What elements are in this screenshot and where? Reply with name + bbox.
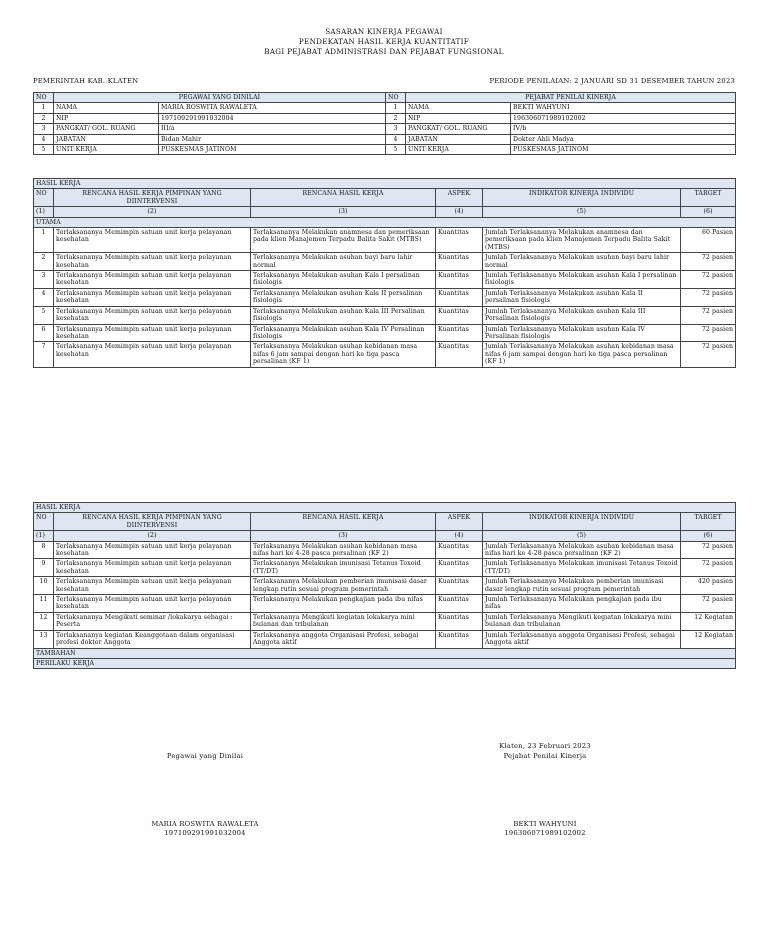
col-rhk-header: RENCANA HASIL KERJA xyxy=(251,513,436,531)
appraiser-field-label: PANGKAT/ GOL. RUANG xyxy=(406,124,511,134)
section-utama: UTAMA xyxy=(34,217,736,227)
rhk-pimpinan-cell: Terlaksananya Memimpin satuan unit kerja pelayanan kesehatan xyxy=(54,306,251,324)
appraiser-value: BEKTI WAHYUNI xyxy=(511,103,736,113)
column-header-row xyxy=(34,189,736,207)
table-row xyxy=(34,228,736,253)
identity-row-no: 2 xyxy=(34,113,54,123)
identity-row-no: 4 xyxy=(34,134,54,144)
table-row xyxy=(34,324,736,342)
evaluated-employee-nip: 197109291991032004 xyxy=(164,829,246,837)
col-target-header: TARGET xyxy=(681,189,736,207)
doc-title-1: SASARAN KINERJA PEGAWAI xyxy=(325,27,443,36)
identity-row-no-right: 3 xyxy=(386,124,406,134)
col-aspek-header: ASPEK xyxy=(436,513,483,531)
indikator-cell: Jumlah Terlaksananya anggota Organisasi Profesi, sebagai Anggota aktif xyxy=(483,630,681,648)
target-cell: 72 pasien xyxy=(681,324,736,342)
doc-title-3: BAGI PEJABAT ADMINISTRASI DAN PEJABAT FUNGSIONAL xyxy=(264,47,504,56)
rhk-cell: Terlaksananya Melakukan asuhan bayi baru lahir normal xyxy=(251,253,436,271)
identity-no-header-right: NO xyxy=(386,93,406,103)
evaluated-employee-name: MARIA ROSWITA RAWALETA xyxy=(151,820,259,828)
row-number: 13 xyxy=(34,630,54,648)
row-number: 12 xyxy=(34,612,54,630)
table-row xyxy=(34,612,736,630)
target-cell: 72 pasien xyxy=(681,288,736,306)
col-num: (1) xyxy=(34,531,54,541)
col-rhk-pimpinan-header: RENCANA HASIL KERJA PIMPINAN YANG DIINTERVENSI xyxy=(54,513,251,531)
evaluated-employee-value: MARIA ROSWITA RAWALETA xyxy=(159,103,386,113)
rhk-cell: Terlaksananya anggota Organisasi Profesi, sebagai Anggota aktif xyxy=(251,630,436,648)
identity-row xyxy=(34,134,736,144)
evaluated-employee-role: Pegawai yang Dinilai xyxy=(166,752,244,760)
table-row xyxy=(34,559,736,577)
rhk-pimpinan-cell: Terlaksananya Memimpin satuan unit kerja pelayanan kesehatan xyxy=(54,541,251,559)
aspek-cell: Kuantitas xyxy=(436,271,483,289)
indikator-cell: Jumlah Terlaksananya Melakukan imunisasi Tetanus Toxoid (TT/DT) xyxy=(483,559,681,577)
indikator-cell: Jumlah Terlaksananya Melakukan asuhan Kala I persalinan fisiologis xyxy=(483,271,681,289)
rhk-cell: Terlaksananya Melakukan asuhan kebidanan masa nifas 6 jam sampai dengan hari ke tiga pasca persalinan (KF 1) xyxy=(251,342,436,367)
rhk-pimpinan-cell: Terlaksananya Memimpin satuan unit kerja pelayanan kesehatan xyxy=(54,253,251,271)
column-number-row xyxy=(34,207,736,217)
rhk-cell: Terlaksananya Mengikuti kegiatan lokakarya mini bulanan dan tribulanan xyxy=(251,612,436,630)
col-num: (2) xyxy=(54,531,251,541)
identity-field-label: PANGKAT/ GOL. RUANG xyxy=(54,124,159,134)
rhk-pimpinan-cell: Terlaksananya Memimpin satuan unit kerja pelayanan kesehatan xyxy=(54,324,251,342)
work-results-table-1 xyxy=(33,178,736,368)
doc-title-2: PENDEKATAN HASIL KERJA KUANTITATIF xyxy=(298,37,470,46)
rhk-cell: Terlaksananya Melakukan asuhan kebidanan masa nifas hari ke 4-28 pasca persalinan (KF 2) xyxy=(251,541,436,559)
appraiser-field-label: UNIT KERJA xyxy=(406,145,511,155)
row-number: 4 xyxy=(34,288,54,306)
section-hasil-kerja-2: HASIL KERJA xyxy=(34,503,736,513)
target-cell: 72 pasien xyxy=(681,253,736,271)
table-row xyxy=(34,595,736,613)
target-cell: 72 pasien xyxy=(681,306,736,324)
aspek-cell: Kuantitas xyxy=(436,630,483,648)
identity-header-row xyxy=(34,93,736,103)
row-number: 2 xyxy=(34,253,54,271)
col-num: (6) xyxy=(681,531,736,541)
appraiser-value: Dokter Ahli Madya xyxy=(511,134,736,144)
identity-row-no: 5 xyxy=(34,145,54,155)
rhk-cell: Terlaksananya Melakukan asuhan Kala IV Persalinan fisiologis xyxy=(251,324,436,342)
rhk-pimpinan-cell: Terlaksananya Memimpin satuan unit kerja pelayanan kesehatan xyxy=(54,271,251,289)
target-cell: 60 Pasien xyxy=(681,228,736,253)
section-hasil-kerja: HASIL KERJA xyxy=(34,179,736,189)
rhk-cell: Terlaksananya Melakukan asuhan Kala I persalinan fisiologis xyxy=(251,271,436,289)
identity-field-label: NIP xyxy=(54,113,159,123)
row-number: 7 xyxy=(34,342,54,367)
indikator-cell: Jumlah Terlaksananya Mengikuti kegiatan lokakarya mini bulanan dan tribulanan xyxy=(483,612,681,630)
section-perilaku-kerja: PERILAKU KERJA xyxy=(34,658,736,668)
appraiser-role: Pejabat Penilai Kinerja xyxy=(503,752,587,760)
rhk-cell: Terlaksananya Melakukan asuhan Kala III Persalinan fisiologis xyxy=(251,306,436,324)
evaluated-employee-value: Bidan Mahir xyxy=(159,134,386,144)
identity-row-no-right: 4 xyxy=(386,134,406,144)
target-cell: 420 pasien xyxy=(681,577,736,595)
table-row xyxy=(34,577,736,595)
identity-no-header: NO xyxy=(34,93,54,103)
table-row xyxy=(34,253,736,271)
col-num: (2) xyxy=(54,207,251,217)
rhk-pimpinan-cell: Terlaksananya Memimpin satuan unit kerja pelayanan kesehatan xyxy=(54,228,251,253)
col-num: (6) xyxy=(681,207,736,217)
evaluated-employee-value: III/a xyxy=(159,124,386,134)
appraiser-field-label: NAMA xyxy=(406,103,511,113)
table-row xyxy=(34,271,736,289)
aspek-cell: Kuantitas xyxy=(436,577,483,595)
evaluated-employee-header: PEGAWAI YANG DINILAI xyxy=(54,93,386,103)
rhk-cell: Terlaksananya Melakukan imunisasi Tetanus Toxoid (TT/DT) xyxy=(251,559,436,577)
target-cell: 12 Kegiatan xyxy=(681,630,736,648)
aspek-cell: Kuantitas xyxy=(436,306,483,324)
row-number: 1 xyxy=(34,228,54,253)
appraiser-name: BEKTI WAHYUNI xyxy=(513,820,577,828)
indikator-cell: Jumlah Terlaksananya Melakukan asuhan kebidanan masa nifas 6 jam sampai dengan hari ke tiga pasca persalinan (KF 1) xyxy=(483,342,681,367)
rhk-pimpinan-cell: Terlaksananya Memimpin satuan unit kerja pelayanan kesehatan xyxy=(54,559,251,577)
aspek-cell: Kuantitas xyxy=(436,253,483,271)
evaluated-employee-value: PUSKESMAS JATINOM xyxy=(159,145,386,155)
rhk-pimpinan-cell: Terlaksananya Memimpin satuan unit kerja pelayanan kesehatan xyxy=(54,577,251,595)
row-number: 8 xyxy=(34,541,54,559)
identity-row xyxy=(34,103,736,113)
col-rhk-pimpinan-header: RENCANA HASIL KERJA PIMPINAN YANG DIINTERVENSI xyxy=(54,189,251,207)
target-cell: 12 Kegiatan xyxy=(681,612,736,630)
row-number: 10 xyxy=(34,577,54,595)
period-label: PERIODE PENILAIAN: 2 JANUARI SD 31 DESEMBER TAHUN 2023 xyxy=(489,77,735,85)
appraiser-nip: 196306071989102002 xyxy=(504,829,586,837)
indikator-cell: Jumlah Terlaksananya Melakukan pemberian imunisasi dasar lengkap rutin sesuai program pemerintah xyxy=(483,577,681,595)
col-aspek-header: ASPEK xyxy=(436,189,483,207)
identity-row-no-right: 5 xyxy=(386,145,406,155)
table-row xyxy=(34,541,736,559)
col-no-header: NO xyxy=(34,513,54,531)
work-results-table-2 xyxy=(33,502,736,669)
signing-place-date: Klaten, 23 Februari 2023 xyxy=(499,742,591,750)
row-number: 3 xyxy=(34,271,54,289)
rhk-cell: Terlaksananya Melakukan anamnesa dan pemeriksaan pada klien Manajemen Terpadu Balita Sakit (MTBS) xyxy=(251,228,436,253)
col-no-header: NO xyxy=(34,189,54,207)
col-target-header: TARGET xyxy=(681,513,736,531)
identity-row xyxy=(34,145,736,155)
identity-table xyxy=(33,92,736,155)
row-number: 11 xyxy=(34,595,54,613)
rhk-pimpinan-cell: Terlaksananya Memimpin satuan unit kerja pelayanan kesehatan xyxy=(54,288,251,306)
col-rhk-header: RENCANA HASIL KERJA xyxy=(251,189,436,207)
aspek-cell: Kuantitas xyxy=(436,559,483,577)
identity-row-no-right: 1 xyxy=(386,103,406,113)
indikator-cell: Jumlah Terlaksananya Melakukan asuhan kebidanan masa nifas hari ke 4-28 pasca persalinan (KF 2) xyxy=(483,541,681,559)
aspek-cell: Kuantitas xyxy=(436,612,483,630)
appraiser-field-label: NIP xyxy=(406,113,511,123)
aspek-cell: Kuantitas xyxy=(436,228,483,253)
col-num: (4) xyxy=(436,207,483,217)
rhk-cell: Terlaksananya Melakukan pengkajian pada ibu nifas xyxy=(251,595,436,613)
row-number: 6 xyxy=(34,324,54,342)
col-num: (5) xyxy=(483,531,681,541)
identity-row-no-right: 2 xyxy=(386,113,406,123)
appraiser-value: IV/b xyxy=(511,124,736,134)
section-tambahan: TAMBAHAN xyxy=(34,648,736,658)
rhk-pimpinan-cell: Terlaksananya Mengikuti seminar /lokakarya sebagai : Peserta xyxy=(54,612,251,630)
column-header-row-2 xyxy=(34,513,736,531)
indikator-cell: Jumlah Terlaksananya Melakukan anamnesa dan pemeriksaan pada klien Manajemen Terpadu Balita Sakit (MTBS) xyxy=(483,228,681,253)
target-cell: 72 pasien xyxy=(681,559,736,577)
row-number: 9 xyxy=(34,559,54,577)
table-row xyxy=(34,630,736,648)
col-indikator-header: INDIKATOR KINERJA INDIVIDU xyxy=(483,189,681,207)
aspek-cell: Kuantitas xyxy=(436,541,483,559)
col-num: (3) xyxy=(251,207,436,217)
appraiser-value: PUSKESMAS JATINOM xyxy=(511,145,736,155)
row-number: 5 xyxy=(34,306,54,324)
target-cell: 72 pasien xyxy=(681,595,736,613)
col-num: (4) xyxy=(436,531,483,541)
target-cell: 72 pasien xyxy=(681,342,736,367)
aspek-cell: Kuantitas xyxy=(436,342,483,367)
rhk-pimpinan-cell: Terlaksananya Memimpin satuan unit kerja pelayanan kesehatan xyxy=(54,595,251,613)
aspek-cell: Kuantitas xyxy=(436,595,483,613)
identity-row-no: 1 xyxy=(34,103,54,113)
rhk-cell: Terlaksananya Melakukan asuhan Kala II persalinan fisiologis xyxy=(251,288,436,306)
table-row xyxy=(34,288,736,306)
col-indikator-header: INDIKATOR KINERJA INDIVIDU xyxy=(483,513,681,531)
col-num: (3) xyxy=(251,531,436,541)
rhk-cell: Terlaksananya Melakukan pemberian imunisasi dasar lengkap rutin sesuai program pemerintah xyxy=(251,577,436,595)
identity-field-label: UNIT KERJA xyxy=(54,145,159,155)
indikator-cell: Jumlah Terlaksananya Melakukan asuhan Kala III Persalinan fisiologis xyxy=(483,306,681,324)
indikator-cell: Jumlah Terlaksananya Melakukan asuhan Kala II persalinan fisiologis xyxy=(483,288,681,306)
col-num: (1) xyxy=(34,207,54,217)
indikator-cell: Jumlah Terlaksananya Melakukan asuhan Kala IV Persalinan fisiologis xyxy=(483,324,681,342)
rhk-pimpinan-cell: Terlaksananya Memimpin satuan unit kerja pelayanan kesehatan xyxy=(54,342,251,367)
evaluated-employee-value: 197109291991032004 xyxy=(159,113,386,123)
employer-label: PEMERINTAH KAB. KLATEN xyxy=(33,77,139,85)
aspek-cell: Kuantitas xyxy=(436,324,483,342)
aspek-cell: Kuantitas xyxy=(436,288,483,306)
indikator-cell: Jumlah Terlaksananya Melakukan asuhan bayi baru lahir normal xyxy=(483,253,681,271)
appraiser-value: 196306071989102002 xyxy=(511,113,736,123)
identity-field-label: NAMA xyxy=(54,103,159,113)
table-row xyxy=(34,342,736,367)
identity-row xyxy=(34,124,736,134)
target-cell: 72 pasien xyxy=(681,271,736,289)
target-cell: 72 pasien xyxy=(681,541,736,559)
identity-row-no: 3 xyxy=(34,124,54,134)
identity-field-label: JABATAN xyxy=(54,134,159,144)
table-row xyxy=(34,306,736,324)
col-num: (5) xyxy=(483,207,681,217)
column-number-row-2 xyxy=(34,531,736,541)
appraiser-field-label: JABATAN xyxy=(406,134,511,144)
rhk-pimpinan-cell: Terlaksananya kegiatan Keanggotaan dalam organisasi profesi dokter Anggota xyxy=(54,630,251,648)
identity-row xyxy=(34,113,736,123)
appraiser-header: PEJABAT PENILAI KINERJA xyxy=(406,93,736,103)
indikator-cell: Jumlah Terlaksananya Melakukan pengkajian pada ibu nifas xyxy=(483,595,681,613)
